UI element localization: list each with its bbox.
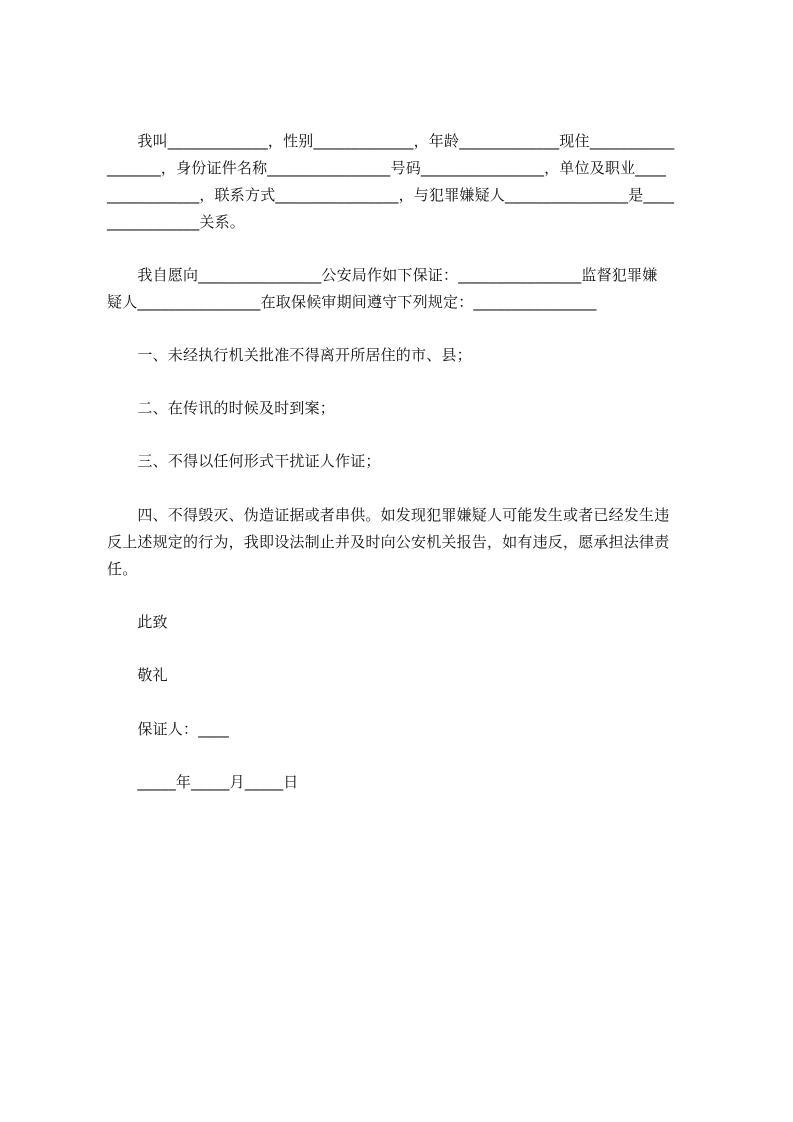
paragraph-4-line-1: 四、不得毁灭、伪造证据或者串供。如发现犯罪嫌疑人可能发生或者已经发生违 [107,506,670,524]
paragraph-1-line-2: _______，身份证件名称________________号码________________，单位及职业____ [107,159,667,177]
closing-jingli: 敬礼 [107,666,168,684]
rule-3: 三、不得以任何形式干扰证人作证； [107,452,381,470]
paragraph-2-line-2: 疑人________________在取保候审期间遵守下列规定：________________ [107,293,597,311]
date-line: _____年_____月_____日 [107,773,299,791]
paragraph-1-line-4: ____________关系。 [107,213,246,231]
rule-1: 一、未经执行机关批准不得离开所居住的市、县； [107,346,472,364]
guarantor-line: 保证人：____ [107,720,230,738]
paragraph-1-line-3: ____________，联系方式________________，与犯罪嫌疑人________________是____ [107,186,675,204]
rule-2: 二、在传讯的时候及时到案； [107,399,336,417]
paragraph-1-line-1: 我叫_____________，性别_____________，年龄_____________现住___________ [107,132,675,150]
paragraph-2-line-1: 我自愿向________________公安局作如下保证：________________监督犯罪嫌 [107,266,658,284]
paragraph-4-line-3: 任。 [107,560,138,578]
closing-zhici: 此致 [107,613,168,631]
paragraph-4-line-2: 反上述规定的行为，我即设法制止并及时向公安机关报告，如有违反，愿承担法律责 [107,533,670,551]
